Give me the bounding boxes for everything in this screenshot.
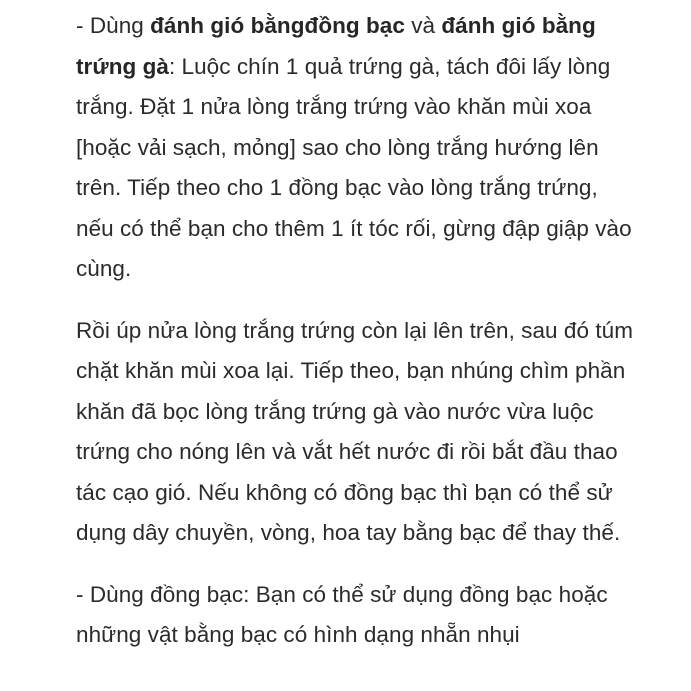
paragraph-1-prefix: - Dùng [76,13,151,38]
bold-term-silver-coin: đánh gió bằngđồng bạc [150,13,405,38]
paragraph-2: Rồi úp nửa lòng trắng trứng còn lại lên trên, sau đó túm chặt khăn mùi xoa lại. Tiếp theo, bạn nhúng chìm phần khăn đã bọc lòng trắng trứng gà vào nước vừa luộc trứng cho nóng lên và vắt hết nước đi rồi bắt đầu thao tác cạo gió. Nếu không có đồng bạc thì bạn có thể sử dụng dây chuyền, vòng, hoa tay bằng bạc để thay thế. [76,317,633,545]
paragraph-1 [76,6,636,290]
article-body [76,6,636,656]
paragraph-3: - Dùng đồng bạc: Bạn có thể sử dụng đồng bạc hoặc những vật bằng bạc có hình dạng nhẵn nhụi [76,581,608,647]
bold-term-egg: đánh gió bằng trứng gà [76,13,596,79]
paragraph-1-body: : Luộc chín 1 quả trứng gà, tách đôi lấy lòng trắng. Đặt 1 nửa lòng trắng trứng vào khăn mùi xoa [hoặc vải sạch, mỏng] sao cho lòng trắng hướng lên trên. Tiếp theo cho 1 đồng bạc vào lòng trắng trứng, nếu có thể bạn cho thêm 1 ít tóc rối, gừng đập giập vào cùng. [76,53,632,281]
paragraph-1-conjunction: và [404,13,442,38]
